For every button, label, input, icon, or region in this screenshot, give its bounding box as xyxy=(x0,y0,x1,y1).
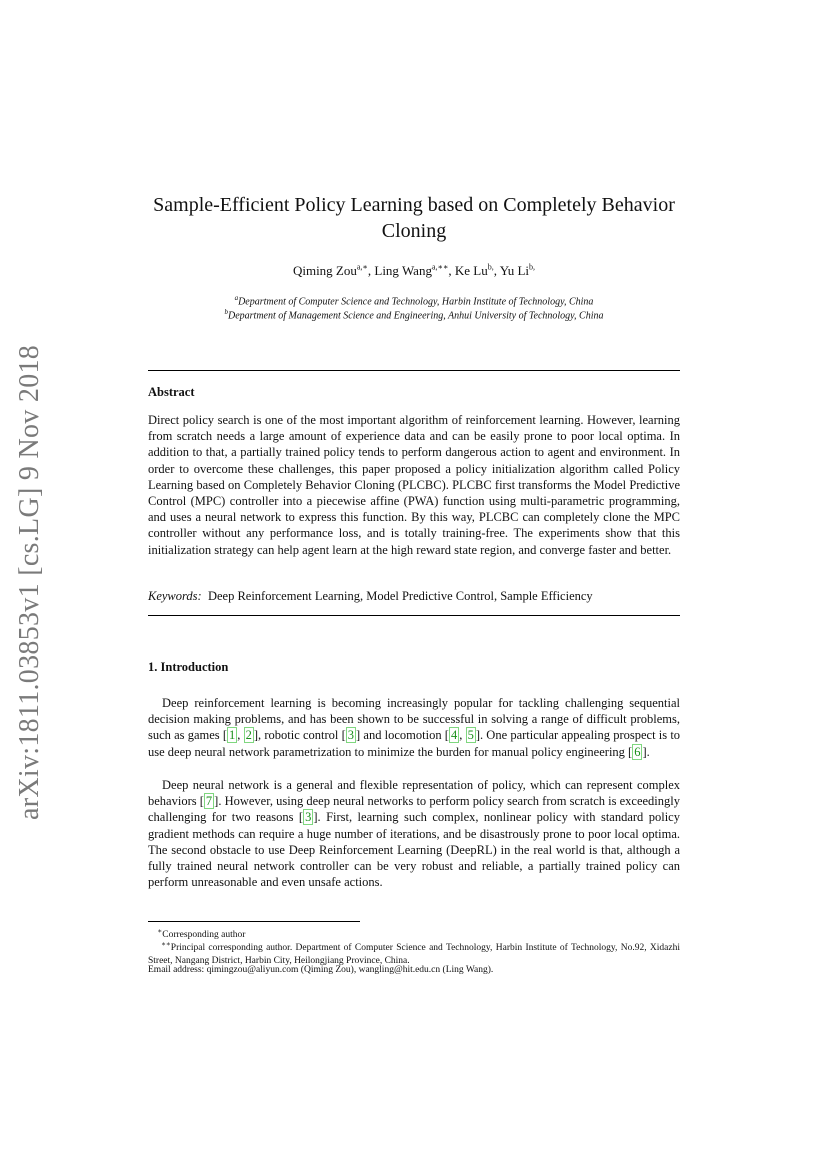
footnote-text: Corresponding author xyxy=(162,930,246,941)
abstract-text: Direct policy search is one of the most important algorithm of reinforcement learning. However, learning from scratch needs a large amount of experience data and can be easily prone to poor local optima. In addition to that, a partially trained policy tends to perform dangerous action to agent and environment. In order to overcome these challenges, this paper proposed a policy initialization algorithm called Policy Learning based on Completely Behavior Cloning (PLCBC). PLCBC first transforms the Model Predictive Control (MPC) controller into a piecewise affine (PWA) function using multi-parametric programming, and uses a neural network to express this function. By this way, PLCBC can completely clone the MPC controller without any performance loss, and is totally training-free. The experiments show that this initialization strategy can help agent learn at the high reward state region, and converge faster and better. xyxy=(148,413,680,557)
author-separator: , xyxy=(367,263,375,279)
paragraph-text: Deep reinforcement learning is becoming increasingly popular for tackling challenging sequential decision making problems, and has been shown to be successful in solving a range of difficult problems, such as games [ xyxy=(148,696,680,743)
author xyxy=(374,263,455,278)
keywords-line xyxy=(148,588,680,604)
citation-link[interactable]: 1 xyxy=(229,728,236,743)
footnote-rule xyxy=(148,921,360,922)
footnote-email: Email address: qimingzou@aliyun.com (Qiming Zou), wangling@hit.edu.cn (Ling Wang). xyxy=(148,965,494,975)
section-heading-introduction: 1. Introduction xyxy=(148,660,229,674)
affiliation-text: Department of Management Science and Engineering, Anhui University of Technology, China xyxy=(228,310,604,322)
paragraph-text: ]. One particular appealing prospect is to use deep neural network parametrization to minimize the burden for manual policy engineering [ xyxy=(148,728,681,759)
paragraph-text: , xyxy=(237,728,244,743)
author-separator: , xyxy=(493,263,500,279)
abstract-top-rule xyxy=(148,370,680,371)
citation-link[interactable]: 4 xyxy=(450,728,458,743)
footnote-text: Principal corresponding author. Department of Computer Science and Technology, Harbin Institute of Technology, No.92, Xidazhi Street, Nangang District, Harbin City, Heilongjiang Province, China. xyxy=(148,943,680,966)
title-line-2: Cloning xyxy=(381,220,447,242)
keywords-text: Deep Reinforcement Learning, Model Predictive Control, Sample Efficiency xyxy=(207,589,593,603)
author xyxy=(500,263,535,278)
intro-paragraph-1 xyxy=(148,695,680,760)
arxiv-identifier-stamp: arXiv:1811.03853v1 [cs.LG] 9 Nov 2018 xyxy=(14,344,45,820)
intro-paragraph-2 xyxy=(148,777,680,890)
citation-link[interactable]: 7 xyxy=(205,794,213,809)
citation-link[interactable]: 3 xyxy=(347,728,355,743)
paragraph-text: Deep neural network is a general and flexible representation of policy, which can represent complex behaviors [ xyxy=(148,778,680,809)
affiliation-mark: b xyxy=(224,308,228,316)
paragraph-text: ], robotic control [ xyxy=(253,728,346,743)
author-name: Ling Wang xyxy=(374,263,432,279)
citation-link[interactable]: 2 xyxy=(245,728,252,743)
paragraph-text: ] and locomotion [ xyxy=(356,728,449,743)
author-list xyxy=(148,263,680,279)
author-name: Yu Li xyxy=(499,263,530,279)
paragraph-text: ]. xyxy=(642,744,650,759)
paragraph-text: ]. First, learning such complex, nonlinear policy with standard policy gradient methods can require a huge number of iterations, and be disastrously prone to poor local optima. The second obstacle to use Deep Reinforcement Learning (DeepRL) in the real world is that, although a fully trained neural network controller can be very robust and reliable, a partially trained policy can perform unreasonable and even unsafe actions. xyxy=(148,810,680,890)
affiliation-b xyxy=(148,308,680,321)
abstract-bottom-rule xyxy=(148,615,680,616)
author-separator: , xyxy=(448,263,455,279)
paragraph-text: , xyxy=(459,728,466,743)
author xyxy=(455,263,500,278)
footnote-mark: ∗ xyxy=(157,927,163,935)
author-affiliation-mark: b, xyxy=(529,263,536,272)
citation-link[interactable]: 6 xyxy=(634,744,641,759)
author-name: Qiming Zou xyxy=(292,263,357,279)
title-line-1: Sample-Efficient Policy Learning based on Completely Behavior xyxy=(153,194,675,216)
footnote-mark: ∗∗ xyxy=(161,940,171,948)
author xyxy=(293,263,374,278)
citation-link[interactable]: 3 xyxy=(305,810,312,825)
author-affiliation-mark: a,∗∗ xyxy=(431,263,449,272)
affiliation-text: Department of Computer Science and Technology, Harbin Institute of Technology, China xyxy=(238,296,594,308)
footnote-2 xyxy=(148,938,680,967)
paper-title xyxy=(148,192,680,244)
paragraph-text: ]. However, using deep neural networks to perform policy search from scratch is exceedingly challenging for two reasons [ xyxy=(148,794,681,825)
keywords-label: Keywords: xyxy=(148,589,202,603)
affiliation-mark: a xyxy=(234,294,239,302)
author-affiliation-mark: b, xyxy=(487,263,494,272)
citation-link[interactable]: 5 xyxy=(467,728,474,743)
author-name: Ke Lu xyxy=(454,263,488,279)
affiliation-a xyxy=(148,294,680,307)
abstract-heading: Abstract xyxy=(148,385,195,399)
author-affiliation-mark: a,∗ xyxy=(356,263,368,272)
